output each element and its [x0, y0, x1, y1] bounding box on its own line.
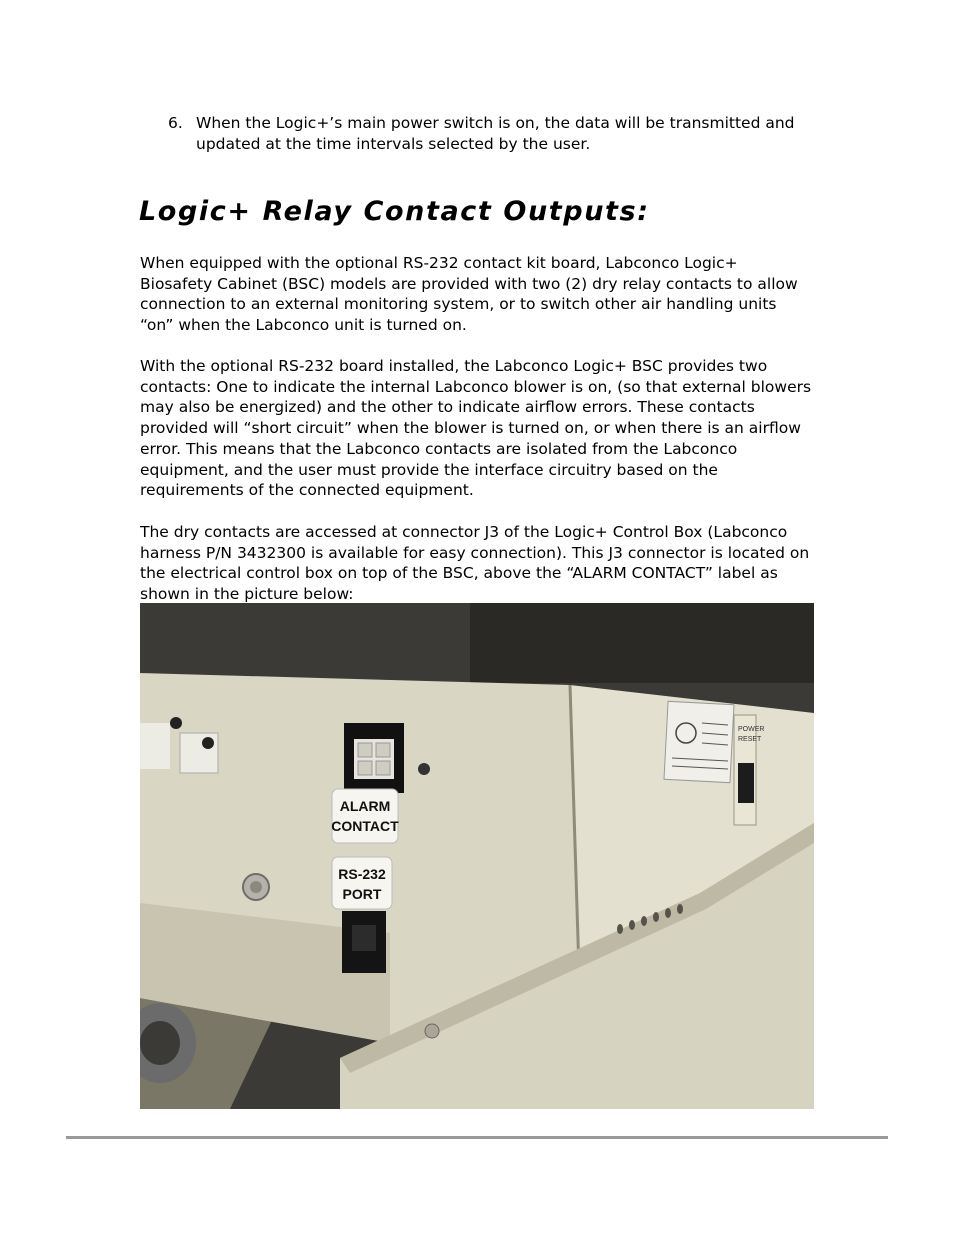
- footer-divider: [66, 1136, 888, 1139]
- section-heading: Logic+ Relay Contact Outputs:: [139, 196, 650, 227]
- list-item-text: When the Logic+’s main power switch is on, the data will be transmitted and updated at the time intervals selected by the user.: [196, 114, 795, 153]
- rs232-label-line1: RS-232: [338, 866, 386, 882]
- control-box-illustration: [140, 603, 814, 1109]
- paragraph-connector: The dry contacts are accessed at connector J3 of the Logic+ Control Box (Labconco harness P/N 3432300 is available for easy connection). This J3 connector is located on the electrical control box on top of the BSC, above the “ALARM CONTACT” label as shown in the picture below:: [140, 523, 810, 604]
- alarm-label-line2: CONTACT: [331, 818, 399, 834]
- power-label-2: RESET: [738, 736, 762, 743]
- power-label-1: POWER: [738, 726, 765, 733]
- list-number: 6.: [168, 114, 183, 132]
- power-switch-icon: [738, 763, 754, 803]
- rs232-label-line2: PORT: [342, 886, 382, 902]
- paragraph-intro: When equipped with the optional RS-232 contact kit board, Labconco Logic+ Biosafety Cabinet (BSC) models are provided with two (2) dry relay contacts to allow connection to an external monitoring system, or to switch other air handling units “on” when the Labconco unit is turned on.: [140, 254, 798, 335]
- alarm-label-line1: ALARM: [339, 798, 391, 814]
- paragraph-contacts: With the optional RS-232 board installed, the Labconco Logic+ BSC provides two contacts: One to indicate the internal Labconco blower is on, (so that external blowers may also be energized) and the other to indicate airflow errors. These contacts provided will “short circuit” when the blower is turned on, or when there is an airflow error. This means that the Labconco contacts are isolated from the Labconco equipment, and the user must provide the interface circuitry based on the requirements of the connected equipment.: [140, 357, 812, 500]
- control-box-photo: [140, 603, 814, 1109]
